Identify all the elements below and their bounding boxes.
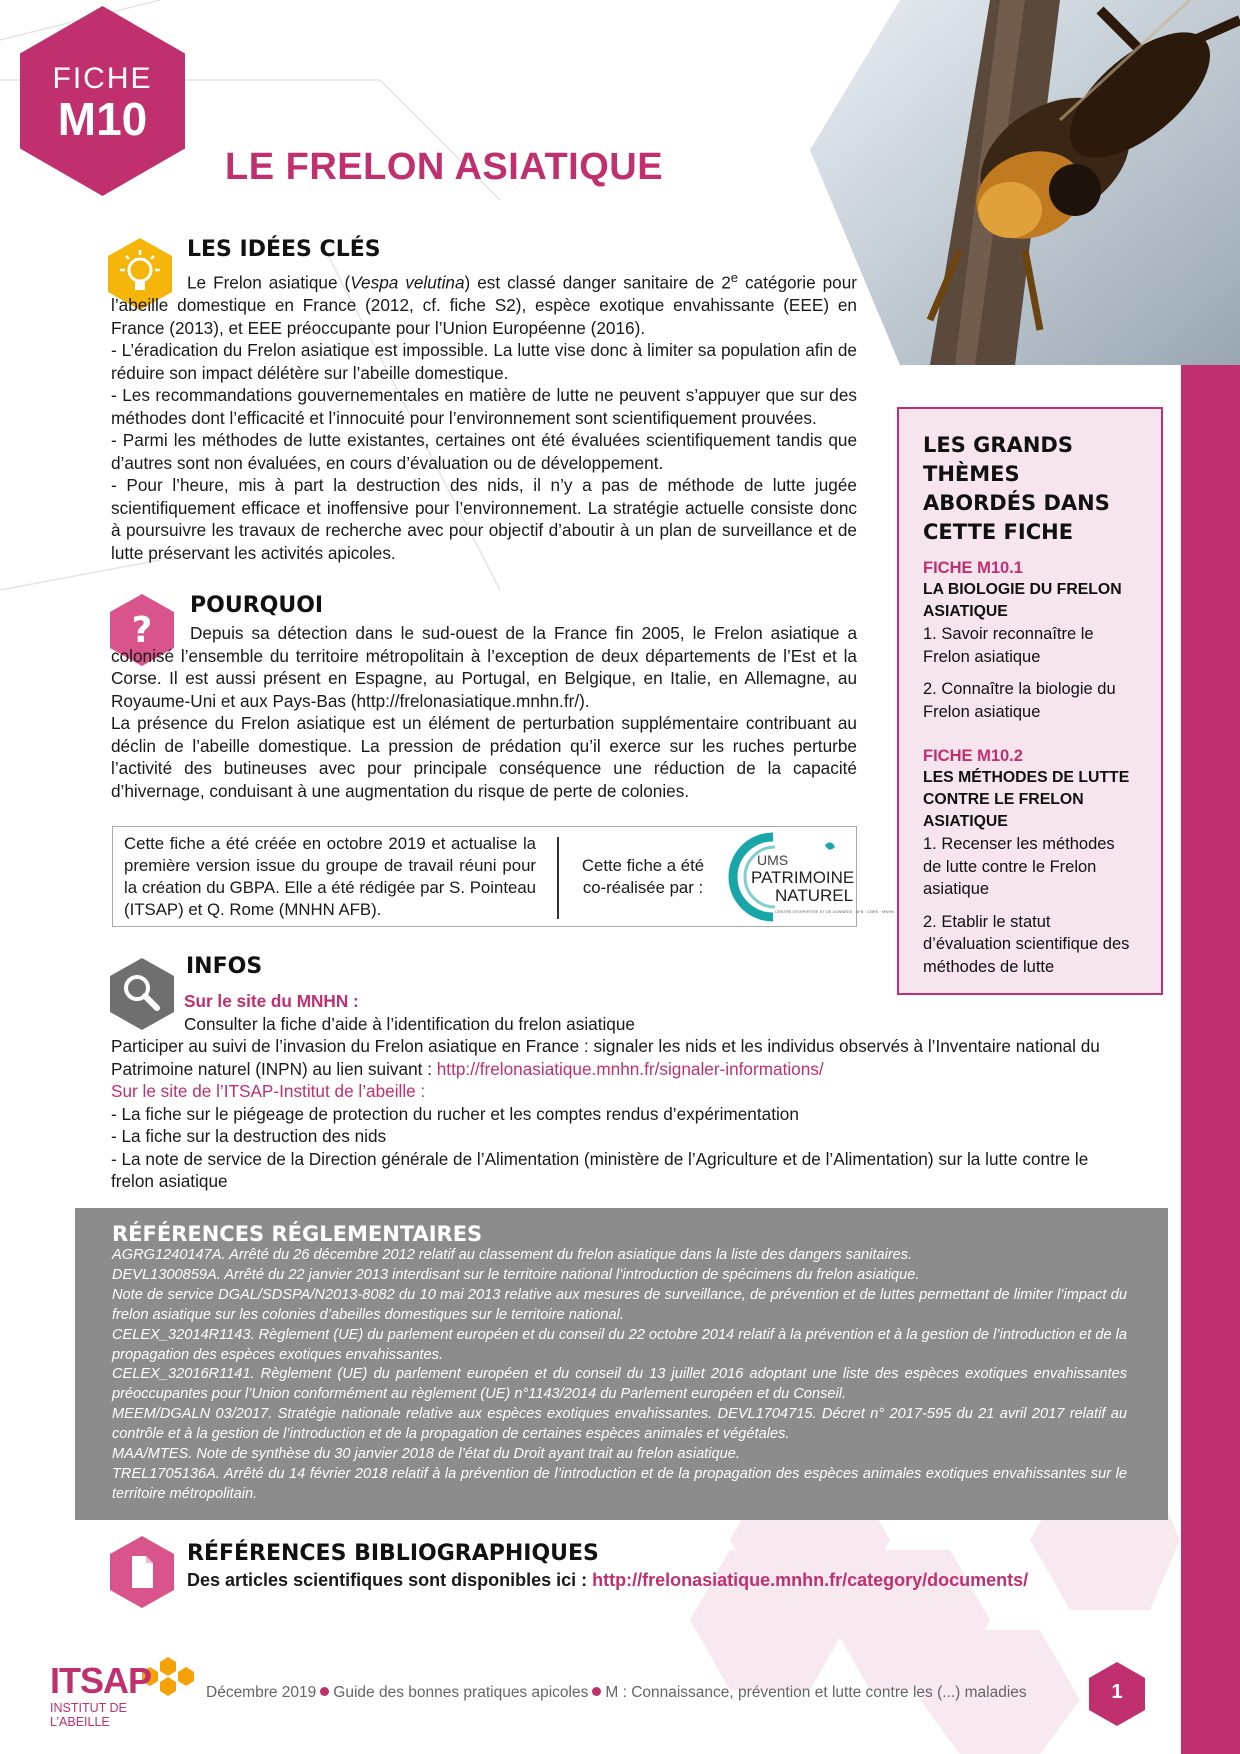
regulatory-title: RÉFÉRENCES RÉGLEMENTAIRES: [112, 1222, 483, 1246]
key-idea-item: - Parmi les méthodes de lutte existantes, certaines ont été évaluées scientifiquement tandis que d’autres sont non évaluées, en cours d’évaluation ou de développement.: [111, 430, 857, 473]
authorship-note: [112, 826, 894, 927]
regulatory-item: TREL1705136A. Arrêté du 14 février 2018 relatif à la prévention de l’introduction et de la propagation des espèces animales exotiques envahissantes sur le territoire métropolitain.: [112, 1465, 1127, 1502]
why-title: POURQUOI: [190, 593, 324, 618]
theme-item: 1. Savoir reconnaître le Frelon asiatique: [923, 625, 1094, 666]
page-title: LE FRELON ASIATIQUE: [225, 146, 664, 188]
theme-fiche-code: FICHE M10.1: [923, 559, 1023, 577]
itsap-link-item[interactable]: - La fiche sur le piégeage de protection du rucher et les comptes rendus d’expérimentation: [111, 1103, 799, 1124]
key-ideas-title: LES IDÉES CLÉS: [187, 237, 381, 262]
fiche-badge: [20, 6, 185, 196]
biblio-link[interactable]: http://frelonasiatique.mnhn.fr/category/documents/: [592, 1570, 1029, 1590]
footer-bullet: [320, 1687, 329, 1696]
page-number: 1: [1111, 1681, 1123, 1703]
why-body: [111, 622, 857, 802]
regulatory-item: CELEX_32014R1143. Règlement (UE) du parlement européen et du conseil du 22 octobre 2014 relatif à la prévention et à la gestion de l’introduction et de la propagation des espèces exotiques envahissantes.: [112, 1326, 1127, 1363]
ums-patrimoine-naturel-logo: [713, 831, 894, 923]
logo-line-2: PATRIMOINE: [751, 868, 855, 887]
itsap-link-item[interactable]: - La fiche sur la destruction des nids: [111, 1126, 387, 1146]
itsap-logo-name: ITSAP: [50, 1660, 152, 1701]
regulatory-item: Note de service DGAL/SDSPA/N2013-8082 du 10 mai 2013 relative aux mesures de surveillance, de prévention et de luttes permettant de limiter l’impact du frelon asiatique sur les colonies d’abeilles domestiques sur le territoire national.: [112, 1286, 1127, 1323]
note-divider: [557, 837, 559, 919]
theme-item: 2. Etablir le statut d’évaluation scientifique des méthodes de lutte: [923, 912, 1130, 976]
logo-line-1: UMS: [757, 852, 789, 868]
itsap-link-item[interactable]: - La note de service de la Direction générale de l’Alimentation (ministère de l’Agriculture et de l’Alimentation) sur la lutte contre le frelon asiatique: [111, 1148, 1089, 1191]
regulatory-item: AGRG1240147A. Arrêté du 26 décembre 2012 relatif au classement du frelon asiatique dans la liste des dangers sanitaires.: [112, 1247, 913, 1263]
key-idea-item: - Pour l’heure, mis à part la destruction des nids, il n’y a pas de méthode de lutte jugée scientifiquement efficace et inoffensive pour l’environnement. La stratégie actuelle consiste donc à poursuivre les travaux de recherche avec pour objectif d’aboutir à un plan de surveillance et de lutte préservant les activités apicoles.: [111, 475, 857, 563]
infos-body: [111, 990, 1131, 1193]
authorship-text: Cette fiche a été créée en octobre 2019 et actualise la première version issue du groupe de travail réuni pour la création du GBPA. Elle a été rédigée par S. Pointeau (ITSAP) et Q. Rome (MNHN AFB).: [124, 834, 536, 919]
itsap-logo: [50, 1650, 190, 1729]
key-idea-item: - L’éradication du Frelon asiatique est impossible. La lutte vise donc à limiter sa population afin de réduire son impact délétère sur l’abeille domestique.: [111, 340, 857, 383]
regulatory-item: CELEX_32016R1141. Règlement (UE) du parlement européen et du conseil du 13 juillet 2016 adoptant une liste des espèces exotiques envahissantes préoccupantes pour l’Union conformément au règlement (UE) n°1143/2014 du Parlement européen et du Conseil.: [112, 1366, 1127, 1403]
participate-text: Participer au suivi de l’invasion du Frelon asiatique en France : signaler les nids et les individus observés à l’Inventaire national du Patrimoine naturel (INPN) au lien suivant : http://frelonasiatique.mnhn.fr/signaler-informations/: [111, 1036, 1100, 1079]
theme-item: 1. Recenser les méthodes de lutte contre le Frelon asiatique: [923, 835, 1115, 898]
logo-line-3: NATUREL: [775, 886, 854, 905]
mnhn-link-text[interactable]: Consulter la fiche d’aide à l’identification du frelon asiatique: [184, 1013, 635, 1034]
key-ideas-body: [111, 267, 857, 564]
report-link[interactable]: http://frelonasiatique.mnhn.fr/signaler-informations/: [436, 1058, 824, 1079]
itsap-logo-subtitle: INSTITUT DE L’ABEILLE: [50, 1701, 127, 1729]
footer-date: Décembre 2019: [206, 1684, 317, 1701]
theme-fiche-code: FICHE M10.2: [923, 747, 1023, 765]
coauthor-label: Cette fiche a été co-réalisée par :: [581, 856, 705, 897]
why-paragraph-1: Depuis sa détection dans le sud-ouest de la France fin 2005, le Frelon asiatique a colonisé l’ensemble du territoire métropolitain à l’exception de deux départements de l’Est et la Corse. Il est aussi présent en Espagne, au Portugal, en Belgique, en Italie, en Allemagne, au Royaume-Uni et aux Pays-Bas (http://frelonasiatique.mnhn.fr/).: [111, 623, 857, 711]
biblio-text: Des articles scientifiques sont disponibles ici : http://frelonasiatique.mnhn.fr/category/documents/: [187, 1570, 1029, 1590]
itsap-label: Sur le site de l’ITSAP-Institut de l’abeille :: [111, 1081, 426, 1101]
page-number-badge: [1089, 1662, 1145, 1726]
regulatory-list: [112, 1246, 1127, 1505]
regulatory-item: MEEM/DGALN 03/2017. Stratégie nationale relative aux espèces exotiques envahissantes. DEVL1704715. Décret n° 2017-595 du 21 avril 2017 relatif au contrôle et à la gestion de l’introduction et de la propagation de certaines espèces animales et végétales.: [112, 1406, 1127, 1443]
infos-title: INFOS: [186, 954, 263, 979]
logo-small-text: CENTRE D'EXPERTISE ET DE DONNÉES · AFB · CNRS · MNHN: [775, 909, 894, 914]
hornet-photo: [810, 0, 1240, 365]
theme-heading: LES MÉTHODES DE LUTTE CONTRE LE FRELON ASIATIQUE: [923, 769, 1130, 830]
regulatory-item: MAA/MTES. Note de synthèse du 30 janvier 2018 de l’état du Droit ayant trait au frelon asiatique.: [112, 1446, 740, 1463]
footer-guide: Guide des bonnes pratiques apicoles: [333, 1684, 589, 1701]
theme-item: 2. Connaître la biologie du Frelon asiatique: [923, 680, 1116, 721]
svg-text:?: ?: [131, 610, 153, 651]
key-ideas-intro: Le Frelon asiatique (Vespa velutina) est classé danger sanitaire de 2e catégorie pour l’abeille domestique en France (2012, cf. fiche S2), espèce exotique envahissante (EEE) en France (2013), et EEE préoccupante pour l’Union Européenne (2016).: [111, 270, 858, 338]
footer-bullet: [592, 1687, 601, 1696]
document-icon: [110, 1536, 174, 1608]
regulatory-references: [75, 1208, 1168, 1520]
theme-heading: LA BIOLOGIE DU FRELON ASIATIQUE: [923, 581, 1122, 620]
biblio-title: RÉFÉRENCES BIBLIOGRAPHIQUES: [187, 1541, 599, 1566]
themes-title: LES GRANDS THÈMES ABORDÉS DANS CETTE FICHE: [923, 433, 1110, 544]
fiche-code: M10: [57, 93, 148, 145]
themes-box: [897, 407, 1163, 995]
fiche-label: FICHE: [52, 62, 153, 95]
footer-text: [206, 1684, 1027, 1702]
key-idea-item: - Les recommandations gouvernementales en matière de lutte ne peuvent s’appuyer que sur des méthodes dont l’efficacité et l’innocuité pour l’environnement sont scientifiquement prouvées.: [111, 385, 857, 428]
footer-section: M : Connaissance, prévention et lutte contre les (...) maladies: [605, 1684, 1027, 1701]
mnhn-label: Sur le site du MNHN :: [184, 991, 359, 1011]
regulatory-item: DEVL1300859A. Arrêté du 22 janvier 2013 interdisant sur le territoire national l’introduction de spécimens du frelon asiatique.: [112, 1266, 920, 1283]
why-paragraph-2: La présence du Frelon asiatique est un élément de perturbation supplémentaire contribuant au déclin de l’abeille domestique. La pression de prédation qu’il exerce sur les ruches perturbe l’activité des butineuses avec pour principale conséquence une réduction de la capacité d’hivernage, conduisant à une augmentation du risque de perte de colonies.: [111, 713, 857, 801]
